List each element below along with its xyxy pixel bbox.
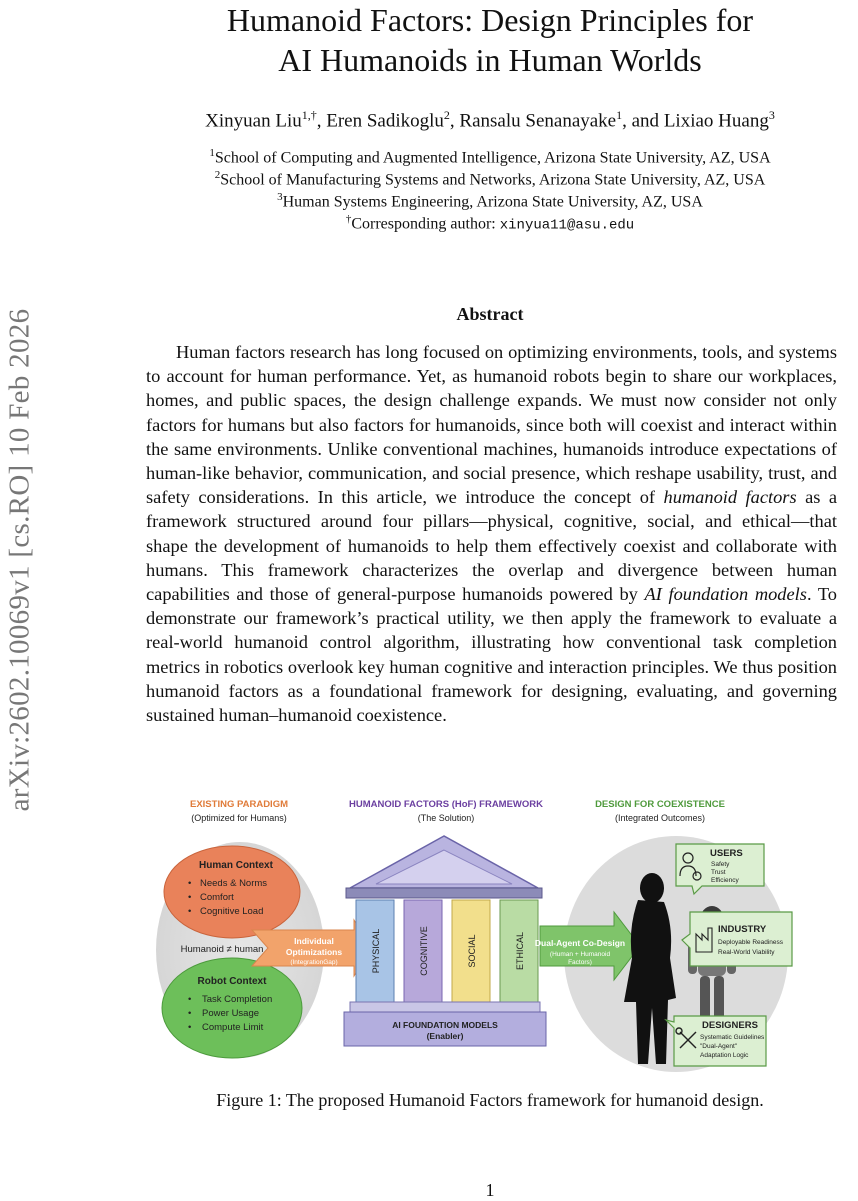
affiliation-text: School of Computing and Augmented Intelligence, Arizona State University, AZ, USA xyxy=(214,149,771,167)
existing-paradigm-title: EXISTING PARADIGM xyxy=(190,799,288,810)
author-name: Lixiao Huang xyxy=(663,110,769,132)
design-coexistence-title: DESIGN FOR COEXISTENCE xyxy=(595,799,725,810)
abstract-body xyxy=(146,340,837,727)
foundation-label-line2: (Enabler) xyxy=(426,1031,464,1041)
arrow2-sub-line2: Factors) xyxy=(568,959,592,966)
designers-item: Systematic Guidelines xyxy=(700,1034,765,1041)
bullet-icon: • xyxy=(188,994,192,1005)
pillar-ethical-label: ETHICAL xyxy=(515,931,525,971)
pillar-physical-label: PHYSICAL xyxy=(371,928,381,974)
designers-item: Adaptation Logic xyxy=(700,1052,749,1059)
abstract-emphasis: humanoid factors xyxy=(663,487,797,508)
temple-base-step-1 xyxy=(350,1002,540,1012)
industry-item: Real-World Viability xyxy=(718,949,775,956)
designers-item: "Dual-Agent" xyxy=(700,1043,738,1050)
arxiv-stamp xyxy=(0,230,40,890)
designers-title: DESIGNERS xyxy=(702,1020,758,1031)
title-line-1: Humanoid Factors: Design Principles for xyxy=(226,2,754,38)
corresponding-label: Corresponding author: xyxy=(351,215,500,233)
abstract-text: as a framework structured around four pillars—physical, cognitive, social, and ethical—that shape the development of humanoids to help them effectively coexist and collaborate with humans. This framework characterizes the overlap and divergence between human capabilities and those of general-purpose humanoids powered by xyxy=(146,487,838,605)
users-item: Safety xyxy=(711,861,730,868)
hof-framework-subtitle: (The Solution) xyxy=(417,813,475,823)
affiliation-sup: 2 xyxy=(214,169,221,181)
temple-entablature xyxy=(346,888,542,898)
corresponding-author xyxy=(130,208,850,236)
robot-context-title: Robot Context xyxy=(197,976,267,987)
pillar-social-label: SOCIAL xyxy=(467,934,477,968)
bullet-icon: • xyxy=(188,1022,192,1033)
author-name: Ransalu Senanayake xyxy=(459,110,617,132)
human-context-item: Needs & Norms xyxy=(200,878,268,889)
author-sup: 1,† xyxy=(301,108,317,122)
humanoid-neq-human-label: Humanoid ≠ human xyxy=(180,944,264,955)
author-name: Eren Sadikoglu xyxy=(326,110,444,132)
robot-context-item: Task Completion xyxy=(202,994,273,1005)
abstract-text: . To demonstrate our framework’s practical utility, we then apply the framework to evaluate a real-world humanoid control algorithm, illustrating how conventional task completion metrics in robotics overlook key human cognitive and interaction principles. We thus position humanoid factors as a foundational framework for designing, evaluating, and governing sustained human–humanoid coexistence. xyxy=(146,584,837,726)
author-list xyxy=(130,108,850,132)
paper-title xyxy=(130,0,850,80)
corresponding-email[interactable]: xinyua11@asu.edu xyxy=(499,217,635,234)
existing-paradigm-subtitle: (Optimized for Humans) xyxy=(191,813,287,823)
arrow1-sublabel: (IntegrationGap) xyxy=(290,959,338,966)
users-item: Efficiency xyxy=(711,877,739,884)
arxiv-stamp-text: arXiv:2602.10069v1 [cs.RO] 10 Feb 2026 xyxy=(3,308,36,812)
human-context-title: Human Context xyxy=(199,860,273,871)
users-item: Trust xyxy=(711,869,726,876)
arrow1-label-line2: Optimizations xyxy=(285,947,343,957)
page-number: 1 xyxy=(485,1180,495,1200)
author-sep: , xyxy=(449,110,460,132)
users-title: USERS xyxy=(710,848,743,859)
arrow2-sub-line1: (Human + Humanoid xyxy=(549,951,611,958)
design-coexistence-subtitle: (Integrated Outcomes) xyxy=(614,813,706,823)
industry-title: INDUSTRY xyxy=(718,924,767,935)
abstract-heading: Abstract xyxy=(456,304,524,324)
human-context-item: Comfort xyxy=(200,892,234,903)
corresponding-sup: † xyxy=(345,213,352,225)
author-and: , and xyxy=(622,110,664,132)
robot-context-item: Power Usage xyxy=(202,1008,260,1019)
bullet-icon: • xyxy=(188,906,192,917)
figure-caption: Figure 1: The proposed Humanoid Factors framework for humanoid design. xyxy=(216,1090,764,1110)
author-sup: 2 xyxy=(443,108,450,122)
affiliation-text: Human Systems Engineering, Arizona State University, AZ, USA xyxy=(282,193,703,211)
affiliation-text: School of Manufacturing Systems and Networks, Arizona State University, AZ, USA xyxy=(220,171,766,189)
hof-framework-title: HUMANOID FACTORS (HoF) FRAMEWORK xyxy=(348,799,544,810)
abstract-emphasis: AI foundation models xyxy=(644,584,807,605)
bullet-icon: • xyxy=(188,1008,192,1019)
title-line-2: AI Humanoids in Human Worlds xyxy=(278,42,702,78)
affiliation-sup: 3 xyxy=(277,191,283,203)
bullet-icon: • xyxy=(188,892,192,903)
figure-1 xyxy=(154,788,794,1076)
abstract-text: Human factors research has long focused on optimizing environments, tools, and systems to account for human performance. Yet, as humanoid robots begin to share our workplaces, homes, and public spaces, the design challenge expands. We must now consider not only factors for humans but also factors for humanoids, since both will coexist and interact within the same environments. Unlike conventional machines, humanoids introduce expectations of human-like behavior, communication, and social presence, which reshape usability, trust, and safety considerations. In this article, we introduce the concept of xyxy=(146,342,837,508)
author-sup: 3 xyxy=(768,108,775,122)
arrow1-label-line1: Individual xyxy=(294,936,334,946)
arrow2-title: Dual-Agent Co-Design xyxy=(534,938,626,948)
robot-context-item: Compute Limit xyxy=(202,1022,264,1033)
human-context-item: Cognitive Load xyxy=(200,906,264,917)
affiliation-sup: 1 xyxy=(209,147,215,159)
bullet-icon: • xyxy=(188,878,192,889)
pillar-cognitive-label: COGNITIVE xyxy=(419,926,429,976)
author-name: Xinyuan Liu xyxy=(205,110,302,132)
author-sep: , xyxy=(316,110,327,132)
foundation-label-line1: AI FOUNDATION MODELS xyxy=(392,1020,498,1030)
industry-item: Deployable Readiness xyxy=(718,939,784,946)
author-sup: 1 xyxy=(616,108,623,122)
framework-diagram xyxy=(154,788,794,1076)
